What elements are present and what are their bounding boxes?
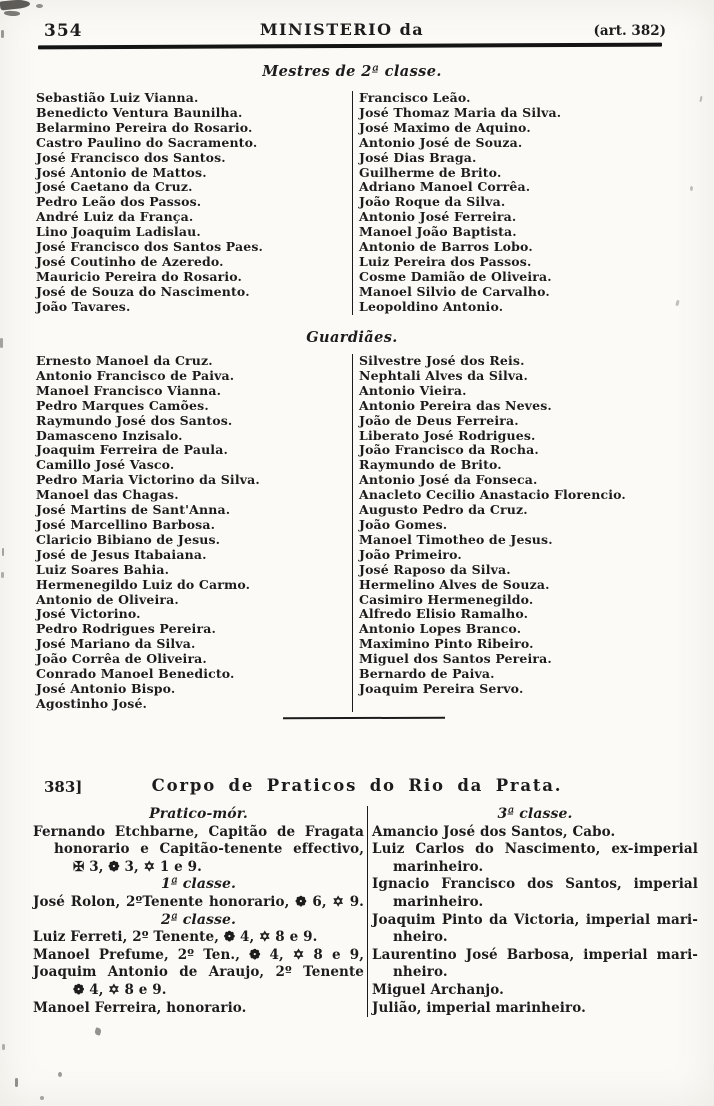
name-line: Adriano Manoel Corrêa. bbox=[359, 179, 531, 195]
entry-line: nheiro. bbox=[393, 929, 448, 946]
name-line: Antonio Lopes Branco. bbox=[359, 621, 522, 637]
name-line: André Luiz da França. bbox=[36, 209, 194, 225]
page-header bbox=[0, 18, 714, 44]
corpo-left-column bbox=[0, 806, 367, 1017]
scan-artifact bbox=[94, 1027, 102, 1036]
scan-artifact bbox=[0, 338, 3, 348]
name-line: Sebastião Luiz Vianna. bbox=[36, 90, 199, 105]
name-line: Pedro Maria Victorino da Silva. bbox=[36, 472, 260, 488]
name-line: Joaquim Ferreira de Paula. bbox=[36, 442, 228, 458]
article-number-label: 383] bbox=[44, 778, 83, 796]
mestres-right-column bbox=[352, 91, 714, 315]
name-line: José Antonio de Mattos. bbox=[36, 164, 207, 180]
guardioes-name-columns bbox=[0, 354, 714, 712]
name-line: Miguel dos Santos Pereira. bbox=[359, 651, 552, 667]
name-line: Pedro Leão dos Passos. bbox=[36, 194, 202, 210]
name-line: João Roque da Silva. bbox=[359, 194, 506, 210]
name-line: Antonio Vieira. bbox=[359, 382, 467, 398]
name-line: Camillo José Vasco. bbox=[36, 457, 175, 473]
entry-line: ✠ 3, ❁ 3, ✡ 1 e 9. bbox=[73, 858, 202, 875]
entry-line: Julião, imperial marinheiro. bbox=[372, 999, 586, 1016]
name-line: Antonio de Oliveira. bbox=[36, 591, 179, 607]
name-line: João de Deus Ferreira. bbox=[359, 412, 519, 428]
name-line: Pedro Rodrigues Pereira. bbox=[36, 621, 216, 637]
name-line: Manoel Francisco Vianna. bbox=[36, 382, 222, 398]
scan-artifact bbox=[690, 186, 693, 191]
name-line: Bernardo de Paiva. bbox=[359, 666, 495, 682]
name-line: Conrado Manoel Benedicto. bbox=[36, 666, 235, 682]
entry-line: nheiro. bbox=[393, 964, 448, 981]
name-line: José Marcellino Barbosa. bbox=[36, 516, 216, 532]
entry-line: Luiz Carlos do Nascimento, ex-imperial bbox=[372, 841, 698, 858]
entry-line: 2ª classe. bbox=[161, 911, 236, 928]
name-line: Cosme Damião de Oliveira. bbox=[359, 268, 552, 284]
name-line: Silvestre José dos Reis. bbox=[359, 353, 525, 368]
corpo-section-header bbox=[0, 776, 714, 798]
name-line: Maximino Pinto Ribeiro. bbox=[359, 636, 534, 652]
name-line: José Mariano da Silva. bbox=[36, 636, 196, 652]
entry-line: José Rolon, 2ºTenente honorario, ❁ 6, ✡ 9. bbox=[33, 893, 364, 910]
mestres-section-heading: Mestres de 2ª classe. bbox=[262, 63, 442, 80]
entry-line: 3ª classe. bbox=[497, 806, 573, 822]
name-line: Guilherme de Brito. bbox=[359, 164, 502, 180]
name-line: José Maximo de Aquino. bbox=[359, 119, 531, 135]
name-line: Nephtali Alves da Silva. bbox=[359, 367, 529, 383]
entry-line: Ignacio Francisco dos Santos, imperial bbox=[372, 876, 698, 893]
name-line: Castro Paulino do Sacramento. bbox=[36, 134, 258, 150]
name-line: Antonio Francisco de Paiva. bbox=[36, 367, 235, 383]
name-line: Pedro Marques Camões. bbox=[36, 397, 209, 413]
mestres-name-columns bbox=[0, 91, 714, 315]
name-line: José Martins de Sant'Anna. bbox=[36, 502, 231, 518]
name-line: Claricio Bibiano de Jesus. bbox=[36, 531, 221, 547]
name-line: Luiz Pereira dos Passos. bbox=[359, 253, 532, 269]
name-line: Mauricio Pereira do Rosario. bbox=[36, 268, 243, 284]
name-line: Manoel Timotheo de Jesus. bbox=[359, 531, 553, 547]
page-number: 354 bbox=[44, 21, 83, 41]
running-title: MINISTERIO da bbox=[259, 20, 425, 39]
name-line: Manoel das Chagas. bbox=[36, 487, 179, 503]
name-line: João Corrêa de Oliveira. bbox=[36, 651, 207, 667]
name-line: Manoel Silvio de Carvalho. bbox=[359, 283, 550, 299]
scan-artifact bbox=[1, 572, 4, 578]
scan-artifact bbox=[15, 1078, 18, 1087]
name-line: João Francisco da Rocha. bbox=[359, 442, 539, 458]
name-line: João Tavares. bbox=[36, 298, 131, 314]
scan-artifact bbox=[2, 548, 4, 556]
name-line: José Coutinho de Azeredo. bbox=[36, 253, 224, 269]
guardioes-left-column bbox=[0, 354, 352, 712]
name-line: José Caetano da Cruz. bbox=[36, 179, 193, 195]
name-line: Francisco Leão. bbox=[359, 90, 471, 105]
name-line: Antonio de Barros Lobo. bbox=[359, 239, 533, 255]
guardioes-section-heading: Guardiães. bbox=[306, 329, 398, 346]
name-line: Joaquim Pereira Servo. bbox=[359, 680, 524, 696]
entry-line: Laurentino José Barbosa, imperial mari- bbox=[372, 946, 698, 963]
name-line: Hermelino Alves de Souza. bbox=[359, 576, 550, 592]
name-line: José Francisco dos Santos Paes. bbox=[36, 239, 264, 255]
name-line: Antonio José de Souza. bbox=[359, 134, 523, 150]
scan-artifact bbox=[0, 0, 30, 11]
scan-artifact bbox=[58, 1072, 62, 1077]
name-line: João Primeiro. bbox=[359, 546, 462, 562]
scan-artifact bbox=[40, 1096, 44, 1100]
entry-line: marinheiro. bbox=[393, 858, 484, 875]
name-line: Raymundo José dos Santos. bbox=[36, 412, 233, 428]
guardioes-right-column bbox=[352, 354, 714, 712]
name-line: José de Jesus Itabaiana. bbox=[36, 546, 207, 562]
corpo-section-heading: Corpo de Praticos do Rio da Prata. bbox=[151, 776, 563, 795]
name-line: Lino Joaquim Ladislau. bbox=[36, 224, 201, 240]
entry-line: Miguel Archanjo. bbox=[372, 981, 504, 998]
scan-artifact bbox=[4, 10, 20, 16]
name-line: Damasceno Inzisalo. bbox=[36, 427, 183, 443]
name-line: Casimiro Hermenegildo. bbox=[359, 591, 534, 607]
name-line: Antonio José Ferreira. bbox=[359, 209, 517, 225]
corpo-columns bbox=[0, 806, 714, 1017]
entry-line: Manoel Prefume, 2º Ten., ❁ 4, ✡ 8 e 9, bbox=[33, 946, 364, 963]
name-line: José Francisco dos Santos. bbox=[36, 149, 226, 165]
name-line: Liberato José Rodrigues. bbox=[359, 427, 536, 443]
name-line: José Raposo da Silva. bbox=[359, 561, 511, 577]
name-line: Hermenegildo Luiz do Carmo. bbox=[36, 576, 251, 592]
name-line: Anacleto Cecilio Anastacio Florencio. bbox=[359, 487, 626, 503]
name-line: José Thomaz Maria da Silva. bbox=[359, 104, 562, 120]
name-line: Alfredo Elisio Ramalho. bbox=[359, 606, 529, 622]
entry-line: honorario e Capitão-tenente effectivo, bbox=[54, 841, 364, 858]
name-line: João Gomes. bbox=[359, 516, 448, 532]
entry-line: Joaquim Antonio de Araujo, 2º Tenente bbox=[33, 964, 364, 981]
entry-line: 1ª classe. bbox=[161, 876, 236, 893]
name-line: Antonio Pereira das Neves. bbox=[359, 397, 552, 413]
entry-line: Amancio José dos Santos, Cabo. bbox=[372, 823, 616, 840]
scan-artifact bbox=[36, 4, 43, 8]
entry-line: Fernando Etchbarne, Capitão de Fragata bbox=[33, 823, 364, 840]
scan-artifact bbox=[2, 1044, 5, 1050]
entry-line: marinheiro. bbox=[393, 893, 484, 910]
section-end-rule bbox=[283, 717, 445, 720]
name-line: José de Souza do Nascimento. bbox=[36, 283, 250, 299]
name-line: Luiz Soares Bahia. bbox=[36, 561, 170, 577]
entry-line: ❁ 4, ✡ 8 e 9. bbox=[73, 981, 167, 998]
name-line: José Antonio Bispo. bbox=[36, 680, 176, 696]
entry-line: Joaquim Pinto da Victoria, imperial mari- bbox=[372, 911, 698, 928]
name-line: Raymundo de Brito. bbox=[359, 457, 502, 473]
article-reference: (art. 382) bbox=[593, 23, 666, 39]
name-line: José Dias Braga. bbox=[359, 149, 477, 165]
entry-line: Pratico-mór. bbox=[149, 806, 248, 822]
name-line: Leopoldino Antonio. bbox=[359, 298, 504, 314]
name-line: Agostinho José. bbox=[36, 695, 148, 711]
entry-line: Manoel Ferreira, honorario. bbox=[33, 999, 247, 1016]
name-line: Benedicto Ventura Baunilha. bbox=[36, 104, 243, 120]
scan-artifact bbox=[1, 30, 4, 38]
name-line: Ernesto Manoel da Cruz. bbox=[36, 353, 213, 368]
name-line: Belarmino Pereira do Rosario. bbox=[36, 119, 253, 135]
corpo-right-column bbox=[367, 806, 714, 1017]
entry-line: Luiz Ferreti, 2º Tenente, ❁ 4, ✡ 8 e 9. bbox=[33, 929, 318, 946]
name-line: Antonio José da Fonseca. bbox=[359, 472, 538, 488]
name-line: Augusto Pedro da Cruz. bbox=[359, 502, 528, 518]
name-line: Manoel João Baptista. bbox=[359, 224, 517, 240]
mestres-left-column bbox=[0, 91, 352, 315]
name-line: José Victorino. bbox=[36, 606, 141, 622]
